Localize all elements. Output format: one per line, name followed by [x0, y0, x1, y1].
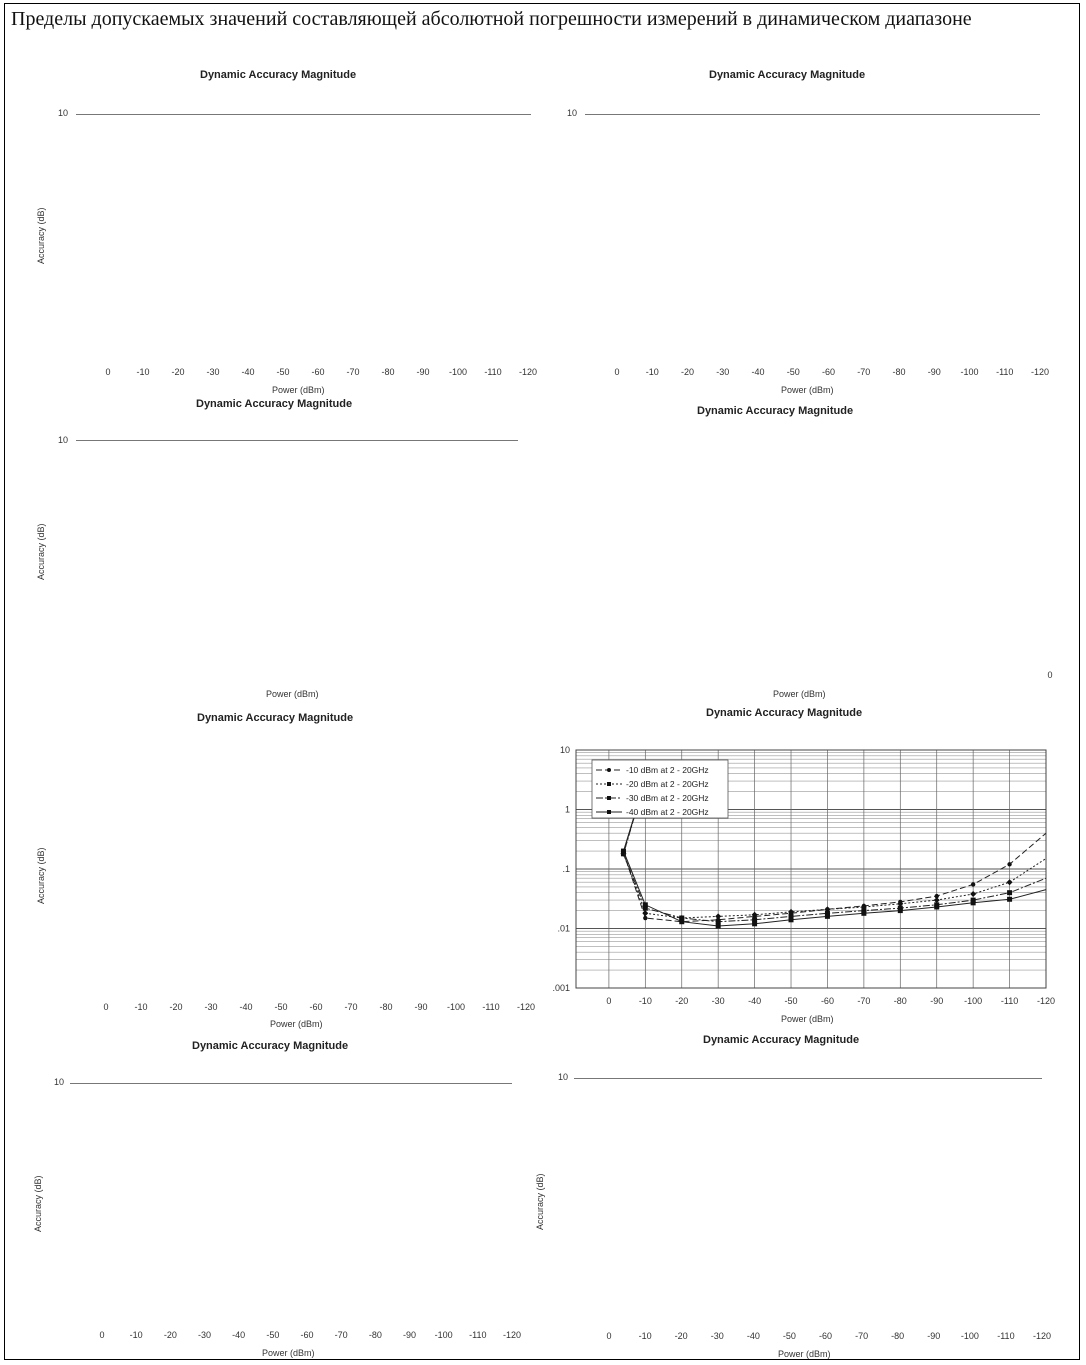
legend-marker: [607, 796, 611, 800]
top-axis-line: [76, 114, 531, 115]
x-axis-label: Power (dBm): [262, 1348, 315, 1358]
y-axis-label: Accuracy (dB): [36, 207, 46, 264]
x-tick-label: -90: [414, 1002, 428, 1012]
x-axis-label: Power (dBm): [266, 689, 319, 699]
x-tick-label: -100: [448, 367, 468, 377]
x-tick-label: -60: [821, 367, 836, 377]
x-tick-label: -70: [855, 1331, 869, 1341]
data-point: [716, 919, 721, 924]
x-tick-label: -10: [645, 367, 659, 377]
x-tick-label: -10: [638, 1331, 652, 1341]
x-tick-label: -120: [1030, 367, 1050, 377]
x-tick-label: -20: [680, 367, 695, 377]
data-point: [789, 917, 794, 922]
y-tick-label: .001: [552, 983, 570, 993]
x-axis-label: Power (dBm): [778, 1349, 831, 1359]
x-tick-label: -60: [311, 367, 325, 377]
x-tick-label: -110: [1000, 996, 1019, 1006]
data-point: [934, 904, 939, 909]
x-tick-label: 0: [614, 367, 620, 377]
x-tick-label: 0: [1047, 670, 1053, 680]
data-point: [643, 902, 648, 907]
x-tick-label: -50: [786, 367, 800, 377]
data-point: [642, 910, 648, 916]
x-tick-label: -70: [346, 367, 360, 377]
legend-label: -20 dBm at 2 - 20GHz: [626, 779, 709, 789]
data-point: [1007, 897, 1012, 902]
legend-label: -40 dBm at 2 - 20GHz: [626, 807, 709, 817]
x-tick-label: -60: [300, 1330, 314, 1340]
data-point: [716, 924, 721, 929]
x-tick-label: -40: [746, 1331, 760, 1341]
page-heading: Пределы допускаемых значений составляющей абсолютной погрешности измерений в динамическом диапазоне: [11, 8, 972, 30]
chart-title: Dynamic Accuracy Magnitude: [706, 707, 863, 719]
y-axis-label: Accuracy (dB): [36, 847, 46, 904]
y-tick-top: 10: [58, 435, 69, 445]
legend-marker: [607, 782, 611, 786]
y-axis-label: Accuracy (dB): [535, 1173, 545, 1230]
x-tick-label: -90: [930, 996, 944, 1006]
x-tick-label: -20: [675, 996, 689, 1006]
data-point: [1007, 890, 1012, 895]
top-axis-line: [585, 114, 1040, 115]
x-tick-label: -30: [710, 1331, 724, 1341]
data-point: [825, 914, 830, 919]
x-tick-label: 0: [105, 367, 111, 377]
top-axis-line: [70, 1083, 512, 1084]
y-tick-top: 10: [58, 108, 69, 118]
x-tick-label: -90: [927, 367, 941, 377]
x-tick-label: -100: [434, 1330, 453, 1340]
x-tick-label: -50: [782, 1331, 796, 1341]
x-tick-label: -20: [171, 367, 185, 377]
chart-title: Dynamic Accuracy Magnitude: [197, 712, 354, 724]
x-tick-label: 0: [99, 1330, 105, 1340]
chart-title: Dynamic Accuracy Magnitude: [697, 405, 854, 417]
data-point: [1007, 879, 1013, 885]
x-axis-label: Power (dBm): [773, 689, 826, 699]
x-tick-label: -40: [239, 1002, 253, 1012]
x-tick-label: -80: [381, 367, 395, 377]
x-tick-label: -30: [716, 367, 730, 377]
x-tick-label: -100: [964, 996, 983, 1006]
x-axis-label: Power (dBm): [270, 1019, 323, 1029]
data-point: [1007, 862, 1011, 866]
chart-title: Dynamic Accuracy Magnitude: [703, 1034, 860, 1046]
legend-marker: [607, 810, 611, 814]
x-tick-label: -110: [997, 1331, 1015, 1341]
y-tick-label: .1: [562, 864, 570, 874]
x-tick-label: -80: [379, 1002, 393, 1012]
y-tick-label: 1: [564, 804, 570, 815]
x-tick-label: -80: [368, 1330, 382, 1340]
chart-title: Dynamic Accuracy Magnitude: [200, 69, 357, 81]
x-tick-label: -10: [129, 1330, 143, 1340]
x-tick-label: -60: [309, 1002, 323, 1012]
accuracy-line-chart: [552, 740, 1076, 1020]
x-tick-label: -120: [518, 367, 538, 377]
x-tick-label: -20: [169, 1002, 183, 1012]
y-tick-top: 10: [558, 1072, 569, 1082]
x-tick-label: -90: [416, 367, 430, 377]
chart-title: Dynamic Accuracy Magnitude: [192, 1040, 349, 1052]
x-tick-label: -60: [820, 996, 834, 1006]
x-axis-label: Power (dBm): [781, 385, 834, 395]
x-tick-label: -90: [927, 1331, 941, 1341]
data-point: [971, 882, 975, 886]
y-axis-label: Accuracy (dB): [33, 1175, 43, 1232]
x-tick-label: -100: [446, 1002, 466, 1012]
legend-marker: [607, 768, 611, 772]
x-tick-label: 0: [606, 996, 612, 1006]
x-tick-label: -80: [892, 367, 906, 377]
x-tick-label: -30: [204, 1002, 218, 1012]
x-tick-label: -90: [402, 1330, 417, 1340]
x-tick-label: -60: [818, 1331, 833, 1341]
x-tick-label: -30: [197, 1330, 212, 1340]
data-point: [621, 849, 626, 854]
y-tick-top: 10: [54, 1077, 65, 1087]
x-tick-label: -70: [857, 996, 871, 1006]
x-axis-label: Power (dBm): [781, 1014, 834, 1024]
legend-label: -10 dBm at 2 - 20GHz: [626, 765, 709, 775]
y-tick-label: 10: [559, 745, 570, 755]
chart-title: Dynamic Accuracy Magnitude: [196, 398, 353, 410]
data-point: [643, 916, 647, 920]
y-tick-top: 10: [567, 108, 578, 118]
x-tick-label: -50: [266, 1330, 280, 1340]
data-point: [934, 897, 940, 903]
x-tick-label: -70: [334, 1330, 348, 1340]
x-tick-label: 0: [103, 1002, 109, 1012]
x-tick-label: -110: [469, 1330, 487, 1340]
x-tick-label: -120: [502, 1330, 522, 1340]
x-tick-label: -40: [232, 1330, 246, 1340]
x-tick-label: -50: [276, 367, 290, 377]
x-tick-label: -80: [891, 1331, 905, 1341]
data-point: [715, 913, 721, 919]
x-tick-label: -30: [711, 996, 725, 1006]
x-tick-label: -70: [344, 1002, 358, 1012]
x-tick-label: -100: [960, 367, 979, 377]
x-tick-label: -40: [751, 367, 765, 377]
x-tick-label: -110: [996, 367, 1014, 377]
top-axis-line: [76, 440, 518, 441]
x-tick-label: 0: [606, 1331, 612, 1341]
x-tick-label: -10: [136, 367, 150, 377]
x-tick-label: -120: [1036, 996, 1056, 1006]
x-tick-label: -20: [674, 1331, 688, 1341]
x-tick-label: -110: [484, 367, 502, 377]
data-point: [971, 900, 976, 905]
data-point: [898, 908, 903, 913]
x-tick-label: -10: [134, 1002, 148, 1012]
x-tick-label: -120: [516, 1002, 536, 1012]
y-tick-label: .01: [557, 923, 570, 934]
x-tick-label: -100: [960, 1331, 979, 1341]
x-tick-label: -40: [748, 996, 762, 1006]
x-tick-label: -70: [857, 367, 871, 377]
top-axis-line: [574, 1078, 1042, 1079]
x-tick-label: -50: [274, 1002, 288, 1012]
x-tick-label: -30: [206, 367, 220, 377]
x-tick-label: -40: [241, 367, 255, 377]
data-point: [752, 921, 757, 926]
data-point: [861, 911, 866, 916]
data-point: [679, 919, 684, 924]
x-axis-label: Power (dBm): [272, 385, 325, 395]
x-tick-label: -110: [482, 1002, 500, 1012]
data-point: [970, 891, 976, 897]
legend-label: -30 dBm at 2 - 20GHz: [626, 793, 709, 803]
x-tick-label: -120: [1032, 1331, 1052, 1341]
page-frame: [4, 3, 1080, 1360]
x-tick-label: -10: [638, 996, 652, 1006]
x-tick-label: -20: [163, 1330, 177, 1340]
x-tick-label: -80: [893, 996, 907, 1006]
y-axis-label: Accuracy (dB): [36, 523, 46, 580]
chart-title: Dynamic Accuracy Magnitude: [709, 69, 866, 81]
x-tick-label: -50: [784, 996, 798, 1006]
